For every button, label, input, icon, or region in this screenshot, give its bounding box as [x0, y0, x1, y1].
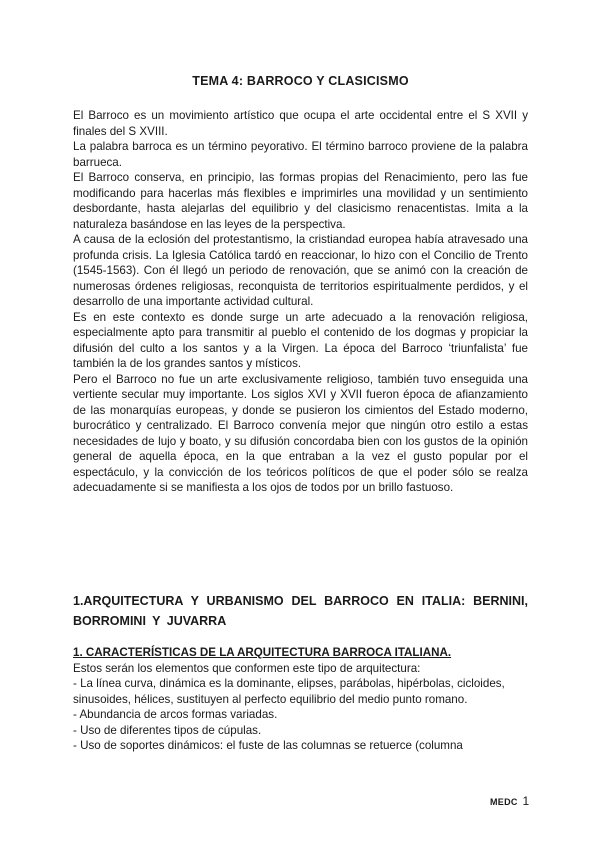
subsection-intro: Estos serán los elementos que conformen este tipo de arquitectura:: [73, 661, 421, 675]
intro-text: [73, 108, 528, 496]
list-item: - Abundancia de arcos formas variadas.: [73, 708, 278, 721]
paragraph: La palabra barroca es un término peyorativo. El término barroco proviene de la palabra barrueca.: [73, 140, 528, 169]
paragraph: A causa de la eclosión del protestantismo, la cristiandad europea había atravesado una profunda crisis. La Iglesia Católica tardó en reaccionar, lo hizo con el Concilio de Trento (1545-1563). Con él llegó un periodo de renovación, que se animó con la creación de numerosas órdenes religiosas, reconquista de territorios espiritualmente perdidos, y el desarrollo de una importante actividad cultural.: [73, 233, 528, 308]
footer-label: MEDC: [490, 797, 518, 807]
list-item: - Uso de soportes dinámicos: el fuste de las columnas se retuerce (columna: [73, 739, 463, 752]
paragraph: El Barroco conserva, en principio, las formas propias del Renacimiento, pero las fue modificando para hacerlas más flexibles e imprimirles una movilidad y un sentimiento desbordante, hasta alejarlas del equilibrio y del clasicismo renacentistas. Imita a la naturaleza basándose en las leyes de la perspectiva.: [73, 171, 528, 231]
page-footer: [490, 794, 530, 808]
page-number: 1: [522, 794, 530, 808]
paragraph: Es en este contexto es donde surge un arte adecuado a la renovación religiosa, especialmente apto para transmitir al pueblo el contenido de los dogmas y propiciar la difusión del culto a los santos y a la Virgen. La época del Barroco ‘triunfalista’ fue también la de los grandes santos y místicos.: [73, 310, 528, 370]
list-item: - Uso de diferentes tipos de cúpulas.: [73, 723, 262, 737]
feature-list: [73, 676, 528, 754]
paragraph: Pero el Barroco no fue un arte exclusivamente religioso, también tuvo enseguida una vertiente secular muy importante. Los siglos XVI y XVII fueron época de afianzamiento de las monarquías europeas, y donde se pusieron los cimientos del Estado moderno, burocrático y centralizado. El Barroco convenía mejor que ningún otro estilo a estas necesidades de lujo y boato, y su difusión concordaba bien con los gustos de la opinión general de aquella época, en la que entraban a la vez el gusto popular por el espectáculo, y la convicción de los teóricos políticos de que el poder sólo se realza adecuadamente si se manifiesta a los ojos de todos por un brillo fastuoso.: [73, 372, 528, 494]
subsection: [73, 645, 528, 754]
subsection-heading: 1. CARACTERÍSTICAS DE LA ARQUITECTURA BARROCA ITALIANA.: [73, 646, 452, 659]
list-item: - La línea curva, dinámica es la dominante, elipses, parábolas, hipérbolas, cicloides, sinusoides, hélices, sustituyen al perfecto equilibrio del medio punto romano.: [73, 677, 505, 706]
paragraph: El Barroco es un movimiento artístico que ocupa el arte occidental entre el S XVII y finales del S XVIII.: [73, 109, 528, 138]
section-heading: 1.ARQUITECTURA Y URBANISMO DEL BARROCO EN ITALIA: BERNINI, BORROMINI Y JUVARRA: [73, 594, 528, 628]
document-title: TEMA 4: BARROCO Y CLASICISMO: [192, 74, 409, 88]
